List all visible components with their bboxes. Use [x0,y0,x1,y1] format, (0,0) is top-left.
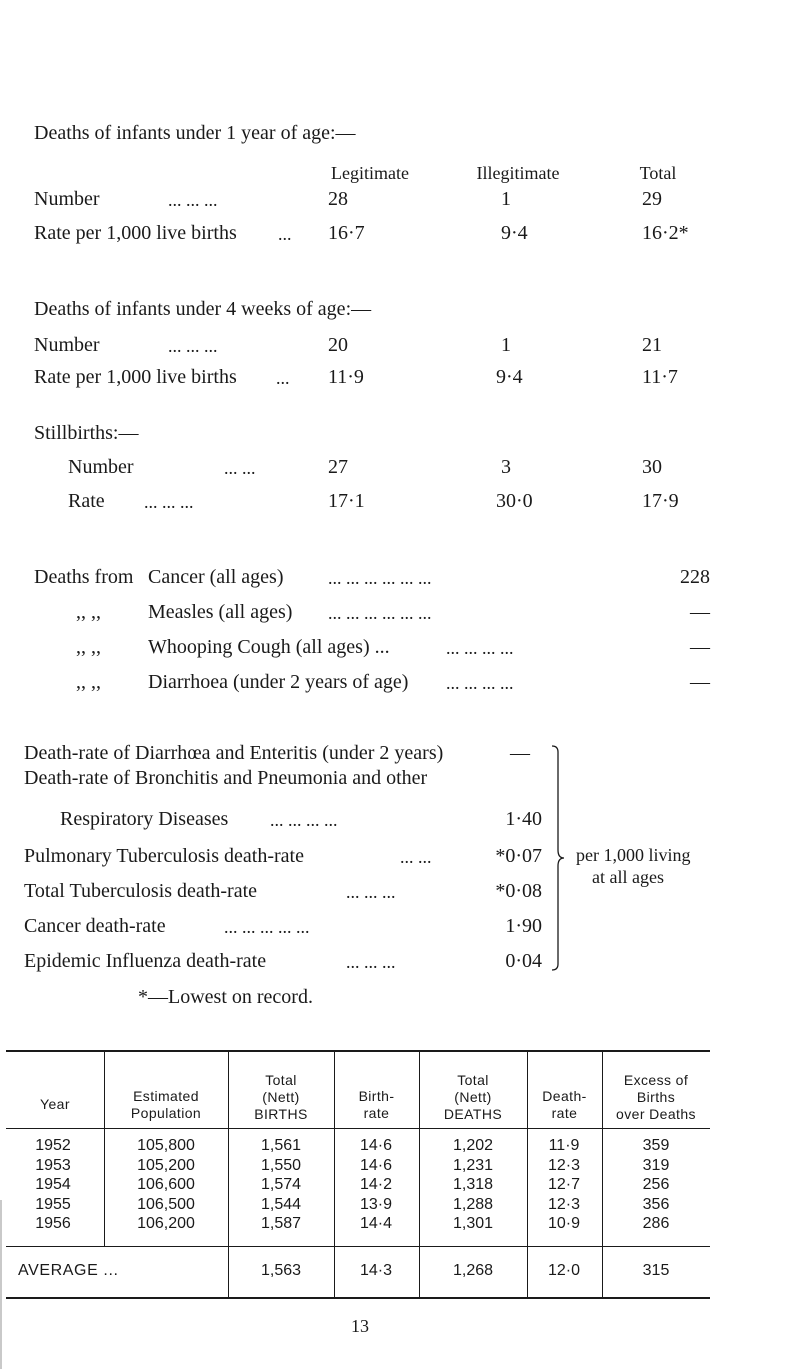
table-average-rule [6,1246,710,1247]
cell-excess: 256 [642,1176,670,1193]
row-label: Number [68,456,134,478]
row-leader-dots: ... [278,224,292,244]
cell-death-rate: 11·9 [548,1137,580,1154]
cell-excess: 286 [642,1215,670,1232]
row-label: Number [34,334,100,356]
deaths-from-value: — [690,601,710,623]
cell-births: 1,544 [260,1195,302,1213]
table-header-rule [6,1128,710,1129]
cell-deaths: 1,202 [452,1137,494,1154]
cell-excess: 359 [642,1137,670,1154]
death-rate-line-1-value: — [510,742,530,764]
cell-deaths: 1,231 [452,1156,494,1174]
death-rate-label: Respiratory Diseases [60,808,229,830]
cell-death-rate: 12·3 [547,1156,581,1174]
footnote: *—Lowest on record. [138,986,313,1008]
cell-population: 105,200 [137,1156,195,1174]
cell-death-rate: 12·7 [547,1176,581,1193]
page-number: 13 [351,1316,369,1336]
value-illegitimate: 30·0 [496,490,533,512]
deaths-from-value: — [690,636,710,658]
ditto-marks: ,, ,, [76,636,101,658]
row-leader-dots: ... ... ... [346,882,396,902]
value-illegitimate: 3 [501,456,511,478]
deaths-from-label: Measles (all ages) [148,601,293,623]
cell-population: 106,500 [137,1195,195,1213]
cell-population: 106,200 [137,1215,195,1232]
average-excess: 315 [642,1262,670,1279]
cell-death-rate: 10·9 [547,1215,581,1232]
col-header-legitimate: Legitimate [331,163,409,183]
death-rate-label: Cancer death-rate [24,915,166,937]
value-total: 30 [642,456,662,478]
value-illegitimate: 9·4 [496,366,523,388]
row-leader-dots: ... ... ... ... [270,810,338,830]
row-leader-dots: ... ... ... ... ... ... [328,603,432,623]
brace-note-line-1: per 1,000 living [576,845,691,865]
brace-note-line-2: at all ages [592,867,664,887]
death-rate-value: 1·40 [505,808,542,830]
col-header-illegitimate: Illegitimate [476,163,560,183]
row-leader-dots: ... ... ... ... ... ... [328,568,432,588]
value-illegitimate: 1 [501,188,511,210]
table-top-rule [6,1050,710,1052]
deaths-from-label: Cancer (all ages) [148,566,284,588]
header-total-births: Total (Nett) BIRTHS [254,1072,308,1122]
ditto-marks: ,, ,, [76,671,101,693]
header-total-deaths: Total (Nett) DEATHS [443,1072,503,1122]
average-label: AVERAGE ... [18,1262,119,1279]
cell-births: 1,587 [260,1215,302,1232]
cell-deaths: 1,318 [452,1176,494,1193]
row-leader-dots: ... ... ... ... [446,673,514,693]
column-divider [104,1051,105,1247]
value-total: 11·7 [642,366,678,388]
row-label: Rate per 1,000 live births [34,366,237,388]
cell-deaths: 1,288 [452,1195,494,1213]
value-illegitimate: 1 [501,334,511,356]
value-total: 16·2* [642,222,689,244]
cell-year: 1952 [35,1137,71,1154]
cell-year: 1955 [35,1195,71,1213]
row-label: Number [34,188,100,210]
cell-population: 105,800 [137,1137,195,1154]
value-total: 29 [642,188,662,210]
death-rate-line-2: Death-rate of Bronchitis and Pneumonia and other [24,767,428,789]
average-birth-rate: 14·3 [359,1262,393,1279]
cell-birth-rate: 14·6 [359,1137,393,1154]
deaths-from-label: Whooping Cough (all ages) ... [148,636,390,658]
infant-under-4-weeks-heading: Deaths of infants under 4 weeks of age:— [34,298,372,320]
death-rate-value: *0·07 [495,845,542,867]
death-rate-value: 0·04 [505,950,542,972]
death-rate-value: *0·08 [495,880,542,902]
value-legitimate: 16·7 [328,222,365,244]
row-leader-dots: ... ... ... ... [446,638,514,658]
cell-year: 1956 [35,1215,71,1232]
average-death-rate: 12·0 [547,1262,581,1279]
value-total: 17·9 [642,490,679,512]
cell-birth-rate: 14·4 [359,1215,393,1232]
row-leader-dots: ... ... [400,847,432,867]
value-legitimate: 17·1 [328,490,365,512]
cell-births: 1,561 [260,1137,302,1154]
row-label: Rate [68,490,105,512]
right-brace [548,742,572,974]
death-rate-value: 1·90 [505,915,542,937]
cell-population: 106,600 [137,1176,195,1193]
header-death-rate: Death- rate [542,1088,587,1121]
cell-death-rate: 12·3 [547,1195,581,1213]
deaths-from-prefix: Deaths from [34,566,134,588]
header-birth-rate: Birth- rate [358,1088,395,1121]
average-births: 1,563 [260,1262,302,1279]
cell-birth-rate: 13·9 [359,1195,393,1213]
ditto-marks: ,, ,, [76,601,101,623]
value-legitimate: 28 [328,188,348,210]
header-population: Estimated Population [130,1088,202,1121]
cell-excess: 356 [642,1195,670,1213]
value-legitimate: 27 [328,456,348,478]
stillbirths-heading: Stillbirths:— [34,422,139,444]
cell-year: 1953 [35,1156,71,1174]
cell-birth-rate: 14·2 [359,1176,393,1193]
row-leader-dots: ... ... ... [168,190,218,210]
deaths-from-label: Diarrhoea (under 2 years of age) [148,671,409,693]
cell-birth-rate: 14·6 [359,1156,393,1174]
deaths-from-value: 228 [680,566,710,588]
row-leader-dots: ... ... ... [144,492,194,512]
table-bottom-rule [6,1297,710,1299]
row-leader-dots: ... ... [224,458,256,478]
death-rate-label: Pulmonary Tuberculosis death-rate [24,845,304,867]
col-header-total: Total [639,163,677,183]
cell-excess: 319 [642,1156,670,1174]
average-deaths: 1,268 [452,1262,494,1279]
scan-edge-shadow [0,1200,2,1369]
deaths-from-value: — [690,671,710,693]
cell-deaths: 1,301 [452,1215,494,1232]
row-leader-dots: ... ... ... [346,952,396,972]
death-rate-label: Epidemic Influenza death-rate [24,950,267,972]
value-legitimate: 11·9 [328,366,364,388]
death-rate-label: Total Tuberculosis death-rate [24,880,257,902]
cell-year: 1954 [35,1176,71,1193]
value-legitimate: 20 [328,334,348,356]
cell-births: 1,574 [260,1176,302,1193]
row-leader-dots: ... [276,368,290,388]
infant-under-1-heading: Deaths of infants under 1 year of age:— [34,122,356,144]
row-leader-dots: ... ... ... ... ... [224,917,310,937]
death-rate-line-1: Death-rate of Diarrhœa and Enteritis (under 2 years) [24,742,444,764]
header-year: Year [40,1096,70,1112]
row-leader-dots: ... ... ... [168,336,218,356]
value-total: 21 [642,334,662,356]
cell-births: 1,550 [260,1156,302,1174]
value-illegitimate: 9·4 [501,222,528,244]
row-label: Rate per 1,000 live births [34,222,237,244]
header-excess-births: Excess of Births over Deaths [616,1072,696,1122]
